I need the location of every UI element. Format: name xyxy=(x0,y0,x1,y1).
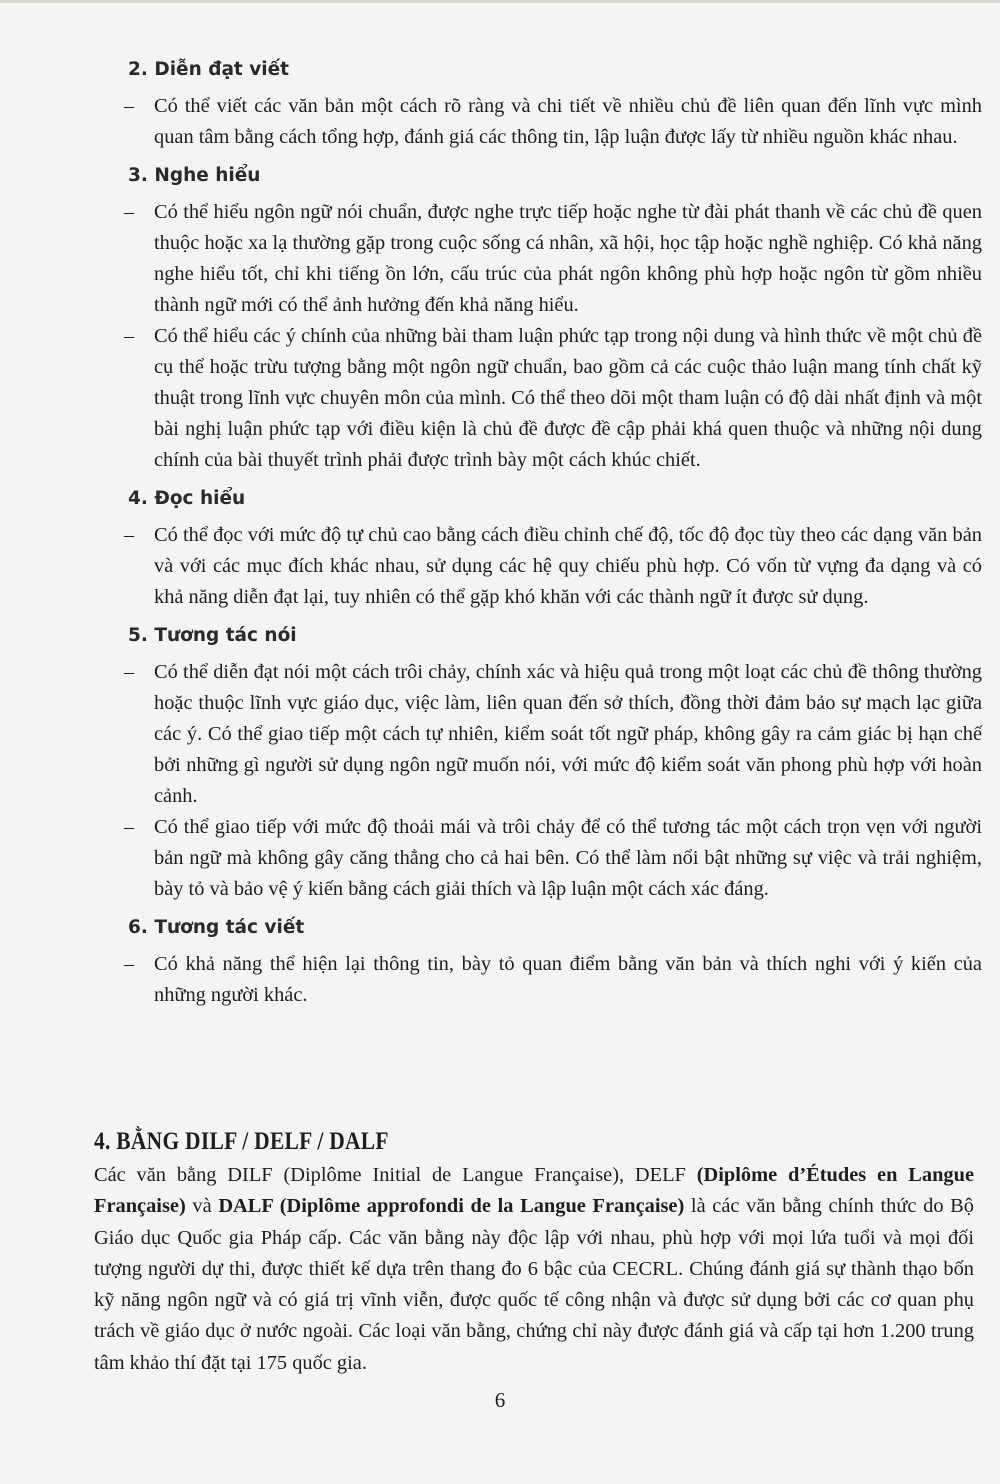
list-item xyxy=(124,321,982,476)
dash-bullet: – xyxy=(124,524,134,546)
paragraph-text: là các văn bằng chính thức do Bộ Giáo dục Quốc gia Pháp cấp. Các văn bằng này độc lập với nhau, phù hợp với mọi lứa tuổi và mọi đối tượng người dự thi, được thiết kế dựa trên thang đo 6 bậc của CECRL. Chúng đánh giá sự thành thạo bốn kỹ năng ngôn ngữ và có giá trị vĩnh viễn, được quốc tế công nhận và được sử dụng bởi các cơ quan phụ trách về giáo dục ở nước ngoài. Các loại văn bằng, chứng chỉ này được đánh giá và cấp tại hơn 1.200 trung tâm khảo thí đặt tại 175 quốc gia. xyxy=(94,1195,974,1374)
top-border xyxy=(0,0,1000,3)
page-content xyxy=(124,56,982,1011)
paragraph-bold-text: (Diplôme d’Études en Langue Française) xyxy=(94,1164,974,1218)
list-item xyxy=(124,197,982,321)
list-item-text: Có thể đọc với mức độ tự chủ cao bằng cách điều chỉnh chế độ, tốc độ đọc tùy theo các dạng văn bản và với các mục đích khác nhau, sử dụng các hệ quy chiếu phù hợp. Có vốn từ vựng đa dạng và có khả năng diễn đạt lại, tuy nhiên có thể gặp khó khăn với các thành ngữ ít được sử dụng. xyxy=(154,524,982,608)
list-item xyxy=(124,949,982,1011)
dash-bullet: – xyxy=(124,201,134,223)
list-item-text: Có thể giao tiếp với mức độ thoải mái và trôi chảy để có thể tương tác một cách trọn vẹn với người bản ngữ mà không gây căng thẳng cho cả hai bên. Có thể làm nổi bật những sự việc và trải nghiệm, bày tỏ và bảo vệ ý kiến bằng cách giải thích và lập luận một cách xác đáng. xyxy=(154,816,982,900)
list-item xyxy=(124,812,982,905)
list-item-text: Có thể viết các văn bản một cách rõ ràng và chi tiết về nhiều chủ đề liên quan đến lĩnh vực mình quan tâm bằng cách tổng hợp, đánh giá các thông tin, lập luận được lấy từ nhiều nguồn khác nhau. xyxy=(154,95,982,148)
paragraph-text: và xyxy=(185,1195,219,1218)
list-item-text: Có khả năng thể hiện lại thông tin, bày tỏ quan điểm bằng văn bản và thích nghi với ý kiến của những người khác. xyxy=(154,953,982,1006)
subsection-title-written-interaction: 6. Tương tác viết xyxy=(128,917,305,938)
list-item-text: Có thể hiểu ngôn ngữ nói chuẩn, được nghe trực tiếp hoặc nghe từ đài phát thanh về các chủ đề quen thuộc hoặc xa lạ thường gặp trong cuộc sống cá nhân, xã hội, học tập hoặc nghề nghiệp. Có khả năng nghe hiểu tốt, chỉ khi tiếng ồn lớn, cấu trúc của phát ngôn không phù hợp hoặc ngôn từ gồm nhiều thành ngữ mới có thể ảnh hưởng đến khả năng hiểu. xyxy=(154,201,982,316)
dash-bullet: – xyxy=(124,95,134,117)
page-number: 6 xyxy=(494,1388,506,1412)
list-item-text: Có thể hiểu các ý chính của những bài tham luận phức tạp trong nội dung và hình thức về một chủ đề cụ thể hoặc trừu tượng bằng một ngôn ngữ chuẩn, bao gồm cả các cuộc thảo luận mang tính chất kỹ thuật trong lĩnh vực chuyên môn của mình. Có thể theo dõi một tham luận có độ dài nhất định và một bài nghị luận phức tạp với điều kiện là chủ đề được đề cập phải khá quen thuộc và những nội dung chính của bài thuyết trình phải được trình bày một cách khúc chiết. xyxy=(154,325,982,471)
subsection-title-writing: 2. Diễn đạt viết xyxy=(128,59,289,80)
dash-bullet: – xyxy=(124,953,134,975)
subsection-title-listening: 3. Nghe hiểu xyxy=(128,165,261,186)
dash-bullet: – xyxy=(124,816,134,838)
subsection-title-reading: 4. Đọc hiểu xyxy=(128,488,246,509)
list-item xyxy=(124,520,982,613)
body-paragraph xyxy=(94,1160,974,1379)
dash-bullet: – xyxy=(124,325,134,347)
paragraph-text: Các văn bằng DILF (Diplôme Initial de Langue Française), DELF xyxy=(94,1164,697,1186)
list-item xyxy=(124,91,982,153)
list-item xyxy=(124,657,982,812)
section-heading: 4. BẰNG DILF / DELF / DALF xyxy=(94,1128,389,1155)
paragraph-bold-text: DALF (Diplôme approfondi de la Langue Française) xyxy=(218,1195,685,1218)
diploma-section xyxy=(94,1124,974,1379)
subsection-title-spoken-interaction: 5. Tương tác nói xyxy=(128,625,297,646)
dash-bullet: – xyxy=(124,661,134,683)
list-item-text: Có thể diễn đạt nói một cách trôi chảy, chính xác và hiệu quả trong một loạt các chủ đề thông thường hoặc thuộc lĩnh vực giáo dục, việc làm, liên quan đến sở thích, đồng thời đảm bảo sự mạch lạc giữa các ý. Có thể giao tiếp một cách tự nhiên, kiểm soát tốt ngữ pháp, không gây ra cảm giác bị hạn chế bởi những gì người sử dụng ngôn ngữ muốn nói, với mức độ kiểm soát văn phong phù hợp với hoàn cảnh. xyxy=(154,661,982,807)
